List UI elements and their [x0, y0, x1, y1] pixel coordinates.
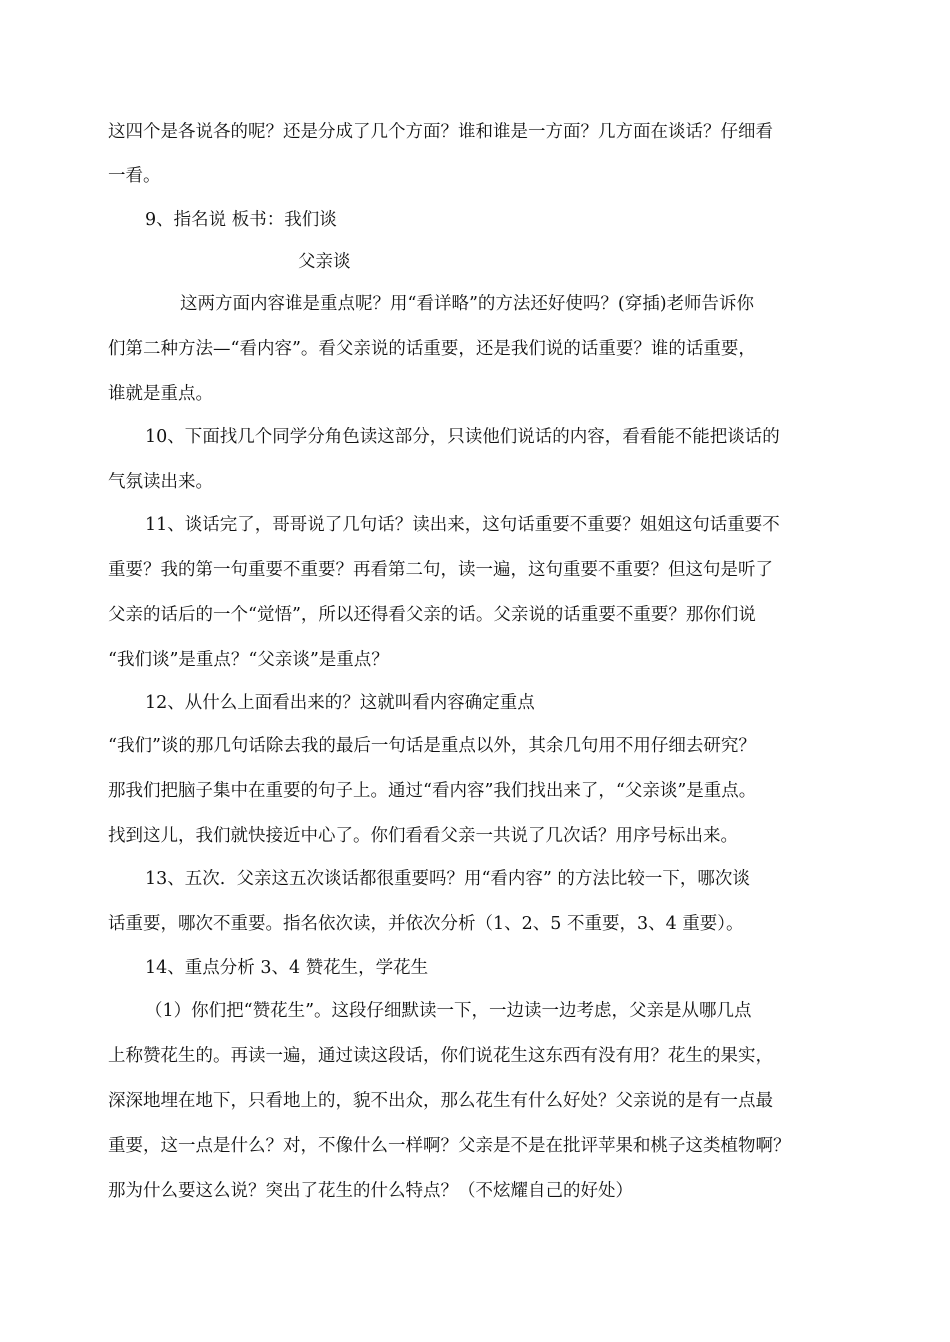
text-line: 话重要，哪次不重要。指名依次读，并依次分析（1、2、5 不重要，3、4 重要）。	[108, 914, 744, 934]
text-line: “我们谈”是重点？“父亲谈”是重点？	[108, 650, 389, 670]
text-line: 父亲的话后的一个“觉悟”，所以还得看父亲的话。父亲说的话重要不重要？那你们说	[108, 605, 756, 625]
list-item-10: 10、下面找几个同学分角色读这部分，只读他们说话的内容，看看能不能把谈话的	[145, 427, 780, 447]
list-item-9: 9、指名说 板书：我们谈	[145, 210, 337, 230]
list-item-13: 13、五次. 父亲这五次谈话都很重要吗？用“看内容” 的方法比较一下，哪次谈	[145, 869, 750, 889]
board-writing-line: 父亲谈	[298, 252, 351, 272]
text-line: 那我们把脑子集中在重要的句子上。通过“看内容”我们找出来了，“父亲谈”是重点。	[108, 781, 757, 801]
text-line: 一看。	[108, 166, 161, 186]
text-line: 上称赞花生的。再读一遍，通过读这段话，你们说花生这东西有没有用？花生的果实，	[108, 1046, 773, 1066]
text-line: 重要，这一点是什么？对，不像什么一样啊？父亲是不是在批评苹果和桃子这类植物啊？	[108, 1136, 791, 1156]
sub-item-1: （1）你们把“赞花生”。这段仔细默读一下，一边读一边考虑，父亲是从哪几点	[145, 1001, 752, 1021]
text-line: 深深地埋在地下，只看地上的，貌不出众，那么花生有什么好处？父亲说的是有一点最	[108, 1091, 773, 1111]
text-line: 谁就是重点。	[108, 384, 213, 404]
list-item-14: 14、重点分析 3、4 赞花生，学花生	[145, 958, 429, 978]
text-line: “我们”谈的那几句话除去我的最后一句话是重点以外，其余几句用不用仔细去研究？	[108, 736, 756, 756]
list-item-11: 11、谈话完了，哥哥说了几句话？读出来，这句话重要不重要？姐姐这句话重要不	[145, 515, 780, 535]
text-line: 们第二种方法—“看内容”。看父亲说的话重要，还是我们说的话重要？谁的话重要，	[108, 339, 756, 359]
text-line: 重要？我的第一句重要不重要？再看第二句，读一遍，这句重要不重要？但这句是听了	[108, 560, 773, 580]
text-line: 那为什么要这么说？突出了花生的什么特点？（不炫耀自己的好处）	[108, 1181, 633, 1201]
text-line: 气氛读出来。	[108, 472, 213, 492]
list-item-12: 12、从什么上面看出来的？这就叫看内容确定重点	[145, 693, 535, 713]
text-line: 这四个是各说各的呢？还是分成了几个方面？谁和谁是一方面？几方面在谈话？仔细看	[108, 122, 773, 142]
text-line: 这两方面内容谁是重点呢？用“看详略”的方法还好使吗？(穿插)老师告诉你	[180, 294, 755, 314]
text-line: 找到这儿，我们就快接近中心了。你们看看父亲一共说了几次话？用序号标出来。	[108, 826, 738, 846]
